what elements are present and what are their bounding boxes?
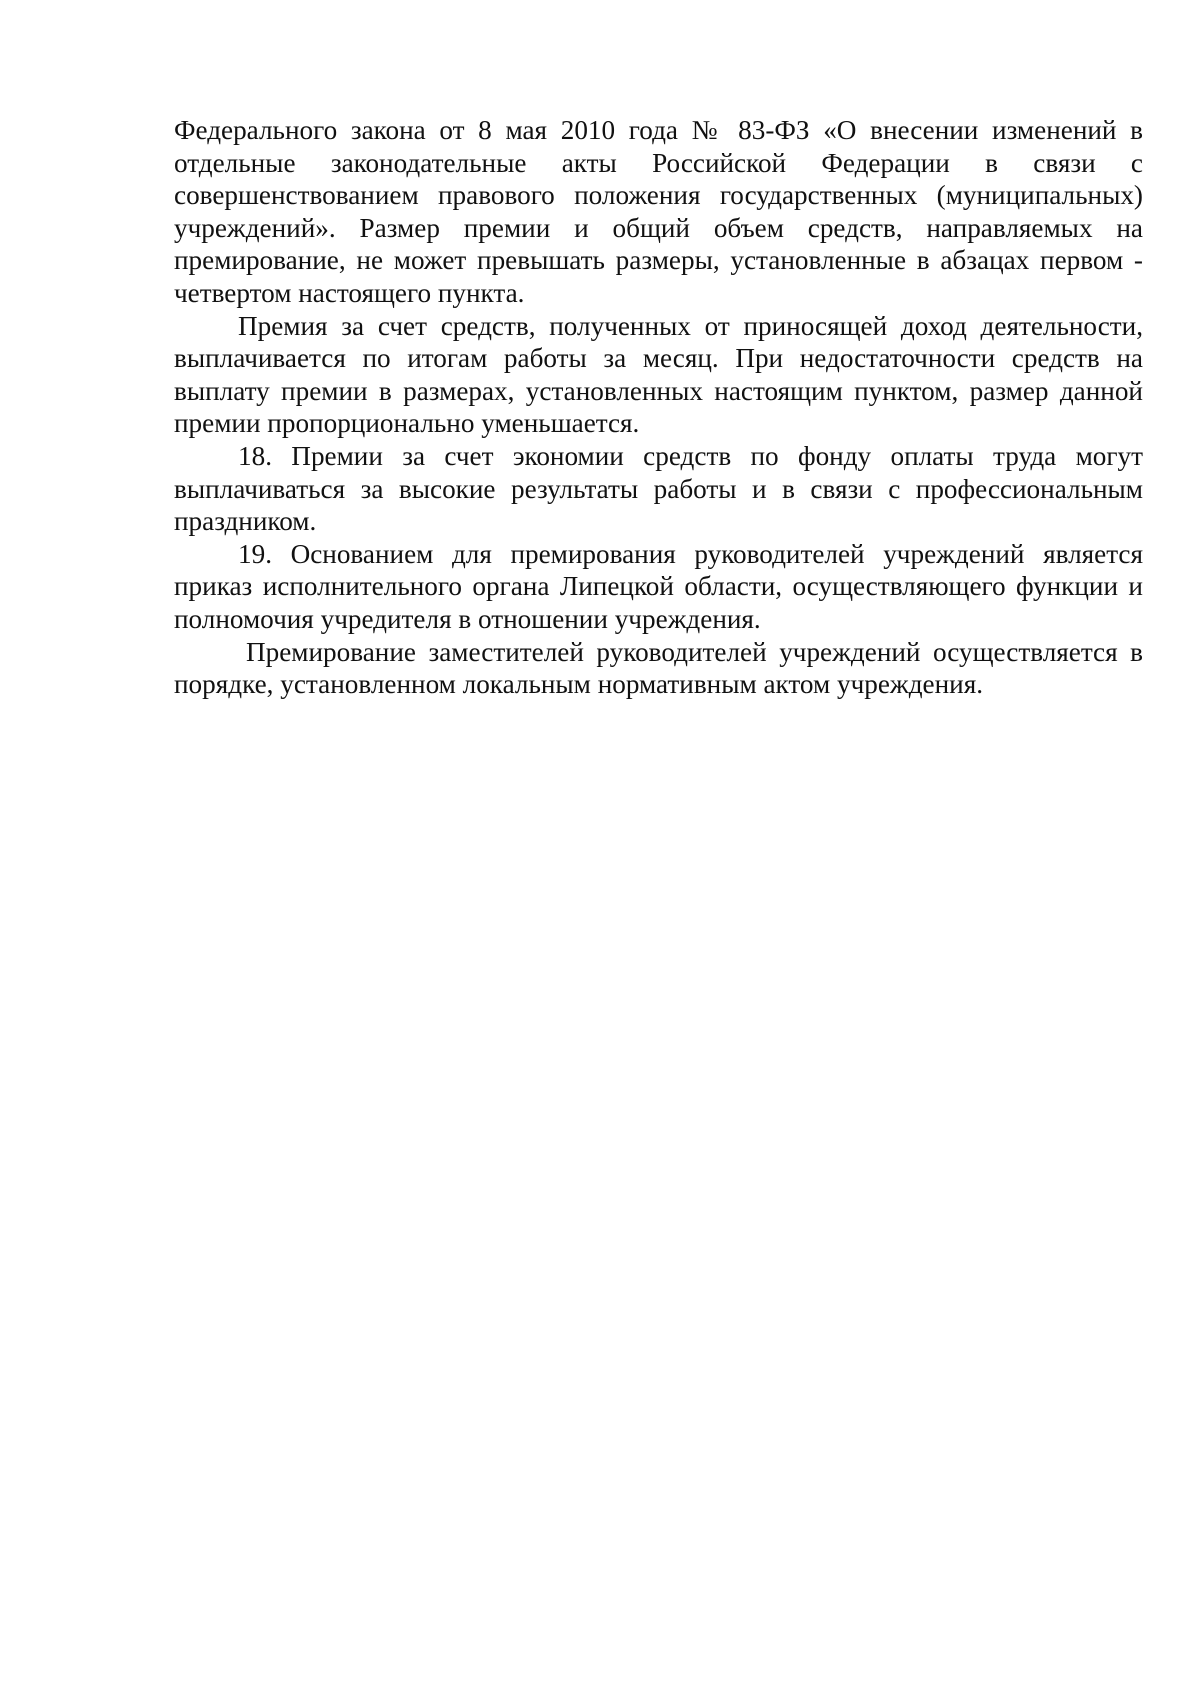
- paragraph-item-19: 19. Основанием для премирования руководителей учреждений является приказ исполнительного органа Липецкой области, осуществляющего функции и полномочия учредителя в отношении учреждения.: [174, 538, 1143, 634]
- paragraph-item-18: 18. Премии за счет экономии средств по фонду оплаты труда могут выплачиваться за высокие результаты работы и в связи с профессиональным праздником.: [174, 440, 1143, 537]
- document-body: [174, 114, 1143, 701]
- paragraph-deputies-bonus: Премирование заместителей руководителей учреждений осуществляется в порядке, установленном локальным нормативным актом учреждения.: [174, 636, 1143, 700]
- paragraph-income-bonus: Премия за счет средств, полученных от приносящей доход деятельности, выплачивается по итогам работы за месяц. При недостаточности средств на выплату премии в размерах, установленных настоящим пунктом, размер данной премии пропорционально уменьшается.: [174, 310, 1143, 439]
- paragraph-continuation: Федерального закона от 8 мая 2010 года № 83-ФЗ «О внесении изменений в отдельные законодательные акты Российской Федерации в связи с совершенствованием правового положения государственных (муниципальных) учреждений». Размер премии и общий объем средств, направляемых на премирование, не может превышать размеры, установленные в абзацах первом - четвертом настоящего пункта.: [174, 115, 1143, 308]
